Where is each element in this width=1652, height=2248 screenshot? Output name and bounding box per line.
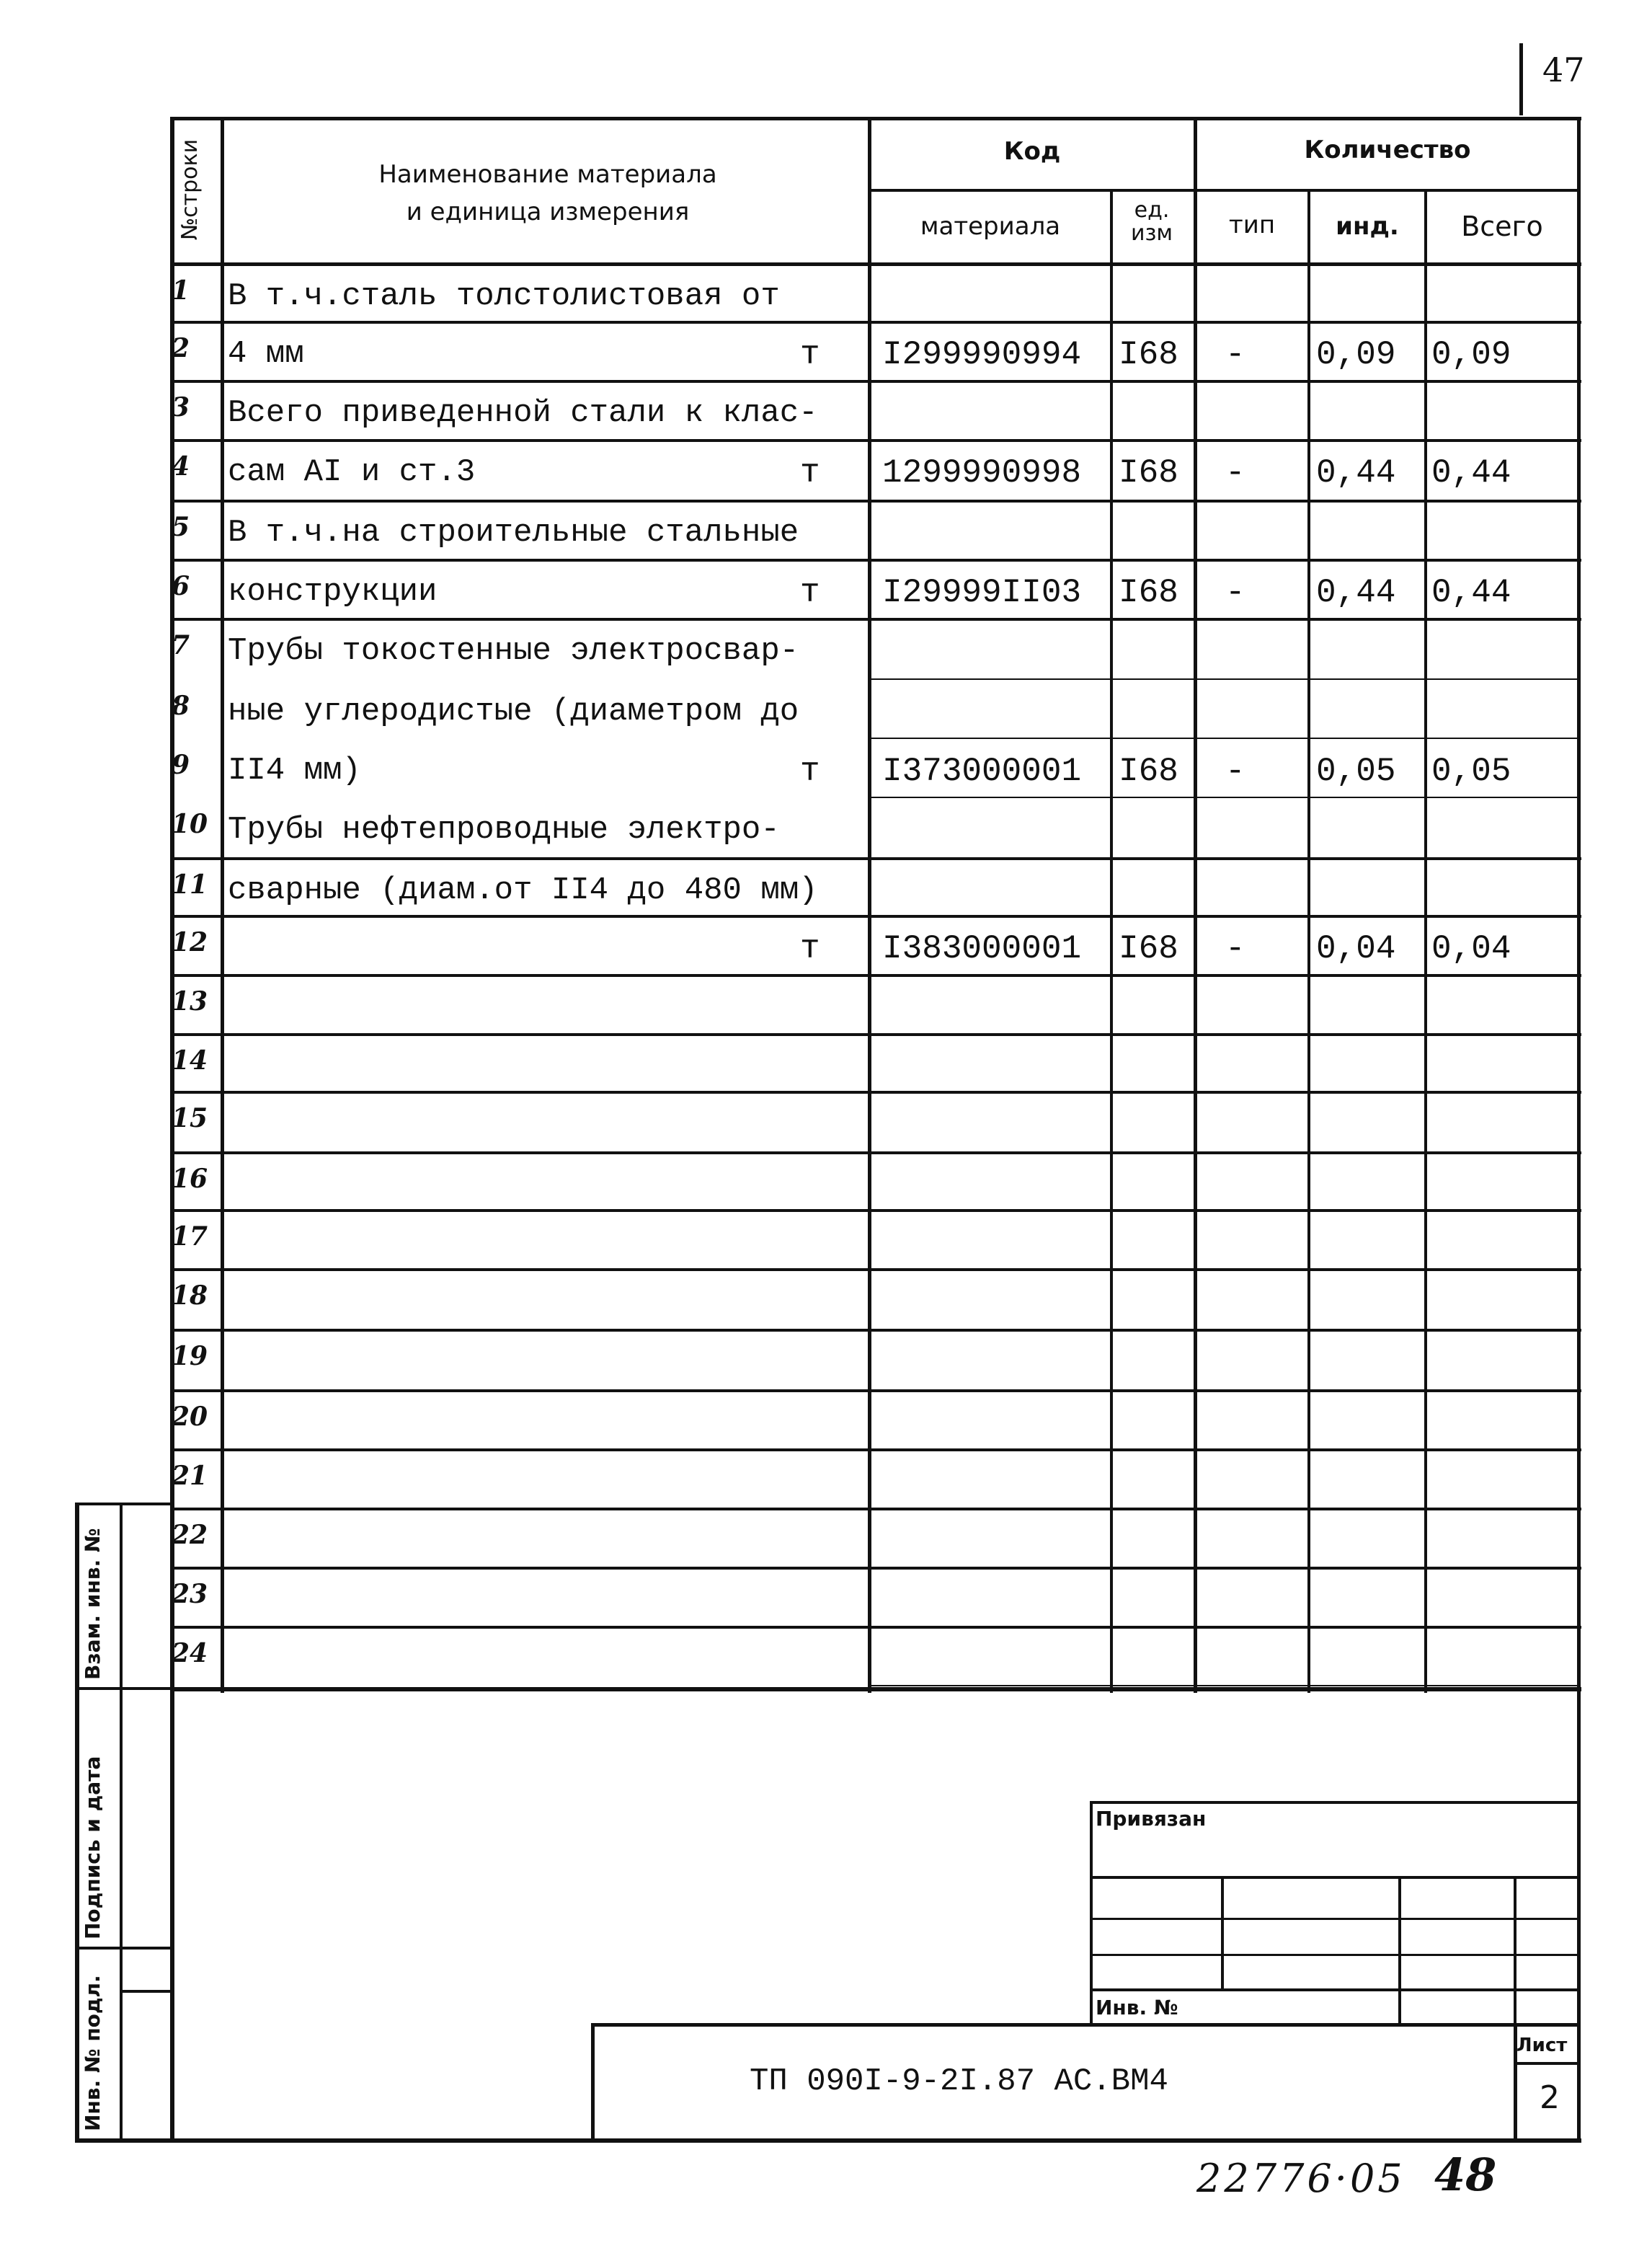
row-number: 5 xyxy=(172,512,190,542)
stamp-inv-no: Инв. № xyxy=(1096,1996,1178,2019)
side-col-mid xyxy=(120,1503,123,2143)
row-line xyxy=(170,857,1581,860)
row-number: 24 xyxy=(172,1638,208,1668)
row-type: - xyxy=(1225,454,1245,492)
row-type: - xyxy=(1225,336,1245,373)
unit-header: ед. изм xyxy=(1130,198,1173,246)
side-sep3 xyxy=(120,1990,170,1993)
row-number: 1 xyxy=(172,275,190,306)
row-ind: 0,05 xyxy=(1316,753,1396,790)
row-line xyxy=(170,1151,1581,1154)
row-name: II4 мм) xyxy=(228,753,361,789)
row-line xyxy=(868,797,1580,798)
page-number: 47 xyxy=(1542,50,1585,89)
quantity-header: Количество xyxy=(1304,136,1471,164)
row-line xyxy=(170,1033,1581,1036)
row-unit: I68 xyxy=(1119,454,1178,492)
row-ind: 0,04 xyxy=(1316,930,1396,968)
row-unit: I68 xyxy=(1119,574,1178,611)
row-unit-letter: т xyxy=(800,454,820,492)
row-code: I299990994 xyxy=(882,336,1082,373)
row-number: 11 xyxy=(172,869,208,900)
row-line xyxy=(868,738,1580,739)
side-label-vzam: Взам. инв. № xyxy=(81,1528,105,1680)
side-sep2 xyxy=(75,1947,170,1950)
row-number: 4 xyxy=(172,451,190,482)
row-line xyxy=(170,618,1581,621)
material-header: материала xyxy=(920,212,1061,241)
code-qty-divider xyxy=(1194,117,1197,1693)
stamp-row3 xyxy=(1090,1954,1580,1956)
row-number: 8 xyxy=(172,691,190,721)
row-total: 0,09 xyxy=(1431,336,1511,373)
row-line xyxy=(170,1508,1581,1510)
side-label-podpis: Подпись и дата xyxy=(81,1756,105,1939)
row-number: 17 xyxy=(172,1221,208,1252)
stamp-row2 xyxy=(1090,1918,1580,1920)
rows-header-label: №строки xyxy=(177,138,203,241)
row-ind: 0,44 xyxy=(1316,574,1396,611)
row-code: 1299990998 xyxy=(882,454,1082,492)
row-number: 23 xyxy=(172,1579,208,1609)
row-number: 6 xyxy=(172,571,190,601)
stamp-col2 xyxy=(1398,1876,1401,2024)
total-header: Всего xyxy=(1461,211,1543,242)
row-ind: 0,09 xyxy=(1316,336,1396,373)
row-number: 13 xyxy=(172,986,208,1017)
row-number: 7 xyxy=(172,630,190,660)
side-sep1 xyxy=(75,1687,170,1690)
row-unit-letter: т xyxy=(800,753,820,790)
row-line xyxy=(170,974,1581,977)
row-line xyxy=(170,321,1581,324)
stamp-col3 xyxy=(1514,1876,1516,2024)
row-type: - xyxy=(1225,574,1245,611)
row-line xyxy=(170,1389,1581,1392)
row-number: 21 xyxy=(172,1461,208,1491)
side-top xyxy=(75,1503,170,1505)
row-number: 19 xyxy=(172,1341,208,1371)
row-line xyxy=(170,1448,1581,1451)
row-type: - xyxy=(1225,753,1245,790)
row-line xyxy=(170,1268,1581,1271)
stamp-privyazan: Привязан xyxy=(1096,1807,1207,1831)
stamp-col1 xyxy=(1221,1876,1224,1991)
row-line xyxy=(170,1626,1581,1629)
name-header-line1: Наименование материала xyxy=(378,160,717,189)
page-number-divider xyxy=(1519,43,1523,115)
row-code: I383000001 xyxy=(882,930,1082,968)
name-col-divider xyxy=(868,117,871,1693)
row-unit: I68 xyxy=(1119,930,1178,968)
row-number: 12 xyxy=(172,927,208,957)
row-line xyxy=(170,559,1581,562)
side-bottom xyxy=(75,2138,1581,2143)
ind-col-divider xyxy=(1424,189,1427,1693)
row-number: 10 xyxy=(172,809,208,839)
ind-header: инд. xyxy=(1336,212,1399,241)
list-label: Лист xyxy=(1516,2035,1568,2056)
row-name: конструкции xyxy=(228,574,438,610)
row-number: 9 xyxy=(172,750,190,780)
row-number: 3 xyxy=(172,392,190,422)
row-name: сам АI и ст.3 xyxy=(228,454,476,490)
stamp-row4 xyxy=(1090,1988,1580,1991)
name-header-line2: и единица измерения xyxy=(406,198,690,226)
row-line xyxy=(868,678,1580,680)
row-line xyxy=(170,915,1581,918)
row-number: 20 xyxy=(172,1402,208,1432)
table-body-bottom xyxy=(170,1687,1581,1691)
row-unit: I68 xyxy=(1119,336,1178,373)
type-header: тип xyxy=(1228,211,1276,239)
titleblock-list-sep xyxy=(1514,2062,1580,2065)
row-number: 14 xyxy=(172,1045,208,1076)
row-line xyxy=(170,500,1581,503)
footer-page: 48 xyxy=(1434,2149,1497,2201)
name-header xyxy=(231,160,865,226)
row-line xyxy=(170,1567,1581,1570)
row-type: - xyxy=(1225,930,1245,968)
rows-col-divider xyxy=(221,117,224,1693)
tip-col-divider xyxy=(1307,189,1310,1693)
row-unit-letter: т xyxy=(800,930,820,968)
footer-number: 22776·05 xyxy=(1196,2156,1405,2201)
row-name: Всего приведенной стали к клас- xyxy=(228,395,818,431)
row-name: В т.ч.сталь толстолистовая от xyxy=(228,278,780,314)
row-number: 2 xyxy=(172,333,190,363)
row-total: 0,04 xyxy=(1431,930,1511,968)
document-code: ТП 090I-9-2I.87 АС.ВМ4 xyxy=(750,2063,1168,2099)
titleblock-left xyxy=(591,2023,595,2143)
row-name: Трубы токостенные электросвар- xyxy=(228,633,799,669)
rows-header xyxy=(177,121,203,258)
row-name: В т.ч.на строительные стальные xyxy=(228,515,799,551)
row-name: ные углеродистые (диаметром до xyxy=(228,694,799,730)
row-number: 18 xyxy=(172,1280,208,1311)
row-name: Трубы нефтепроводные электро- xyxy=(228,812,780,848)
side-label-inv: Инв. № подл. xyxy=(81,1975,105,2131)
table-top-border xyxy=(170,117,1581,120)
row-code: I29999II03 xyxy=(882,574,1082,611)
row-line xyxy=(868,1685,1580,1686)
row-ind: 0,44 xyxy=(1316,454,1396,492)
stamp-row1 xyxy=(1090,1876,1580,1879)
row-line xyxy=(170,439,1581,442)
table-right-border xyxy=(1577,117,1581,2143)
row-line xyxy=(170,1329,1581,1332)
row-name: сварные (диам.от II4 до 480 мм) xyxy=(228,872,818,908)
stamp-top xyxy=(1090,1801,1580,1804)
row-line xyxy=(170,380,1581,383)
list-number: 2 xyxy=(1540,2079,1560,2116)
row-unit: I68 xyxy=(1119,753,1178,790)
row-name: 4 мм xyxy=(228,336,304,372)
code-header: Код xyxy=(1003,137,1061,166)
row-number: 15 xyxy=(172,1103,208,1133)
unit-col-divider xyxy=(1110,189,1113,1693)
row-line xyxy=(170,1091,1581,1094)
row-code: I373000001 xyxy=(882,753,1082,790)
row-line xyxy=(170,1209,1581,1212)
row-number: 22 xyxy=(172,1520,208,1550)
row-unit-letter: т xyxy=(800,574,820,611)
row-unit-letter: т xyxy=(800,336,820,373)
row-total: 0,44 xyxy=(1431,454,1511,492)
row-total: 0,44 xyxy=(1431,574,1511,611)
header-mid-line xyxy=(868,189,1580,192)
titleblock-top xyxy=(591,2023,1580,2027)
header-bottom-line xyxy=(170,262,1581,266)
row-number: 16 xyxy=(172,1164,208,1194)
side-col-left xyxy=(75,1503,79,2143)
row-total: 0,05 xyxy=(1431,753,1511,790)
